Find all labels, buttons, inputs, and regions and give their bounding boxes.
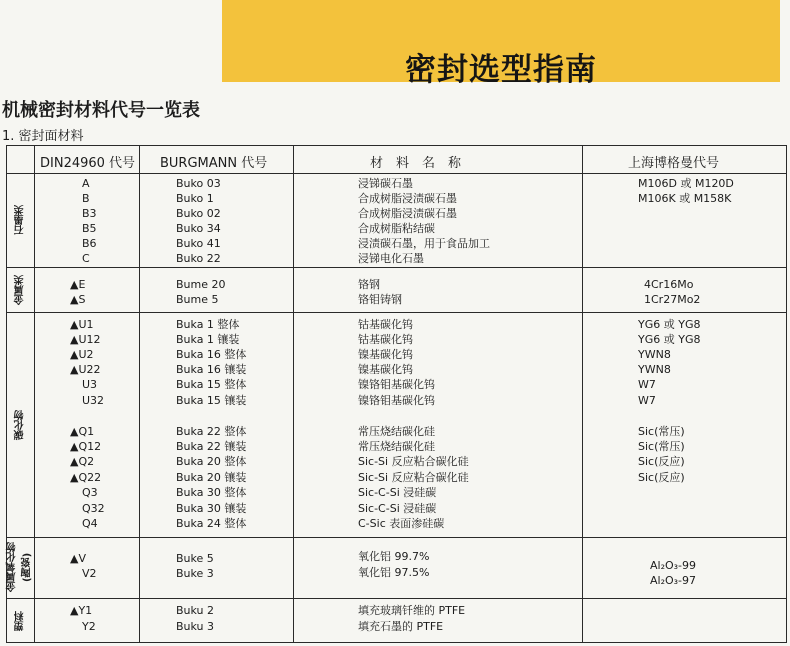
cell-burgmann: Buka 15 整体 bbox=[176, 378, 247, 391]
cell-shanghai: W7 bbox=[638, 378, 656, 391]
header-burgmann: BURGMANN 代号 bbox=[160, 156, 268, 171]
cell-material-name: 常压烧结碳化硅 bbox=[358, 425, 435, 438]
cell-burgmann: Buka 30 整体 bbox=[176, 486, 247, 499]
cell-burgmann: Buko 34 bbox=[176, 222, 221, 235]
cell-burgmann: Buka 16 整体 bbox=[176, 348, 247, 361]
cell-shanghai: Al₂O₃-99 bbox=[650, 559, 697, 572]
column-divider bbox=[293, 145, 294, 643]
header-shanghai: 上海博格曼代号 bbox=[628, 156, 720, 171]
cell-din: Q4 bbox=[82, 517, 98, 530]
cell-din: C bbox=[82, 252, 90, 265]
cell-burgmann: Buka 20 镶装 bbox=[176, 471, 247, 484]
cell-material-name: 钴基碳化钨 bbox=[358, 318, 413, 331]
row-divider bbox=[6, 312, 787, 313]
document-subtitle: 1. 密封面材料 bbox=[2, 129, 84, 144]
cell-burgmann: Buko 1 bbox=[176, 192, 214, 205]
column-divider bbox=[139, 145, 140, 643]
cell-material-name: C-Sic 表面渗硅碳 bbox=[358, 517, 445, 530]
cell-shanghai: YG6 或 YG8 bbox=[638, 333, 701, 346]
document-title: 机械密封材料代号一览表 bbox=[2, 100, 200, 121]
cell-burgmann: Buko 41 bbox=[176, 237, 221, 250]
cell-shanghai: M106D 或 M120D bbox=[638, 177, 734, 190]
cell-burgmann: Buka 1 整体 bbox=[176, 318, 240, 331]
cell-shanghai: Sic(反应) bbox=[638, 471, 685, 484]
cell-din: ▲U1 bbox=[70, 318, 94, 331]
cell-material-name: 填充玻璃钎维的 PTFE bbox=[358, 604, 466, 617]
cell-shanghai: M106K 或 M158K bbox=[638, 192, 732, 205]
cell-din: ▲S bbox=[70, 293, 86, 306]
header-din: DIN24960 代号 bbox=[40, 156, 136, 171]
cell-material-name: 镍铬钼基碳化钨 bbox=[358, 394, 435, 407]
cell-material-name: 镍基碳化钨 bbox=[358, 348, 413, 361]
cell-shanghai: YWN8 bbox=[638, 363, 671, 376]
cell-material-name: 氧化铝 97.5% bbox=[358, 566, 430, 579]
cell-material-name: 填充石墨的 PTFE bbox=[358, 620, 444, 633]
cell-din: U3 bbox=[82, 378, 98, 391]
cell-din: ▲U12 bbox=[70, 333, 101, 346]
category-carbide: 碳化物 bbox=[14, 409, 26, 440]
cell-shanghai: Al₂O₃-97 bbox=[650, 574, 697, 587]
cell-din: Y2 bbox=[82, 620, 96, 633]
cell-shanghai: Sic(常压) bbox=[638, 440, 685, 453]
cell-burgmann: Buko 03 bbox=[176, 177, 221, 190]
cell-din: ▲Y1 bbox=[70, 604, 93, 617]
cell-din: B5 bbox=[82, 222, 97, 235]
cell-din: ▲V bbox=[70, 552, 86, 565]
cell-material-name: Sic-Si 反应粘合碳化硅 bbox=[358, 471, 469, 484]
cell-material-name: 浸锑电化石墨 bbox=[358, 252, 424, 265]
cell-burgmann: Buka 24 整体 bbox=[176, 517, 247, 530]
category-metal-oxide: 金属氧化物(陶瓷) bbox=[7, 542, 33, 593]
cell-burgmann: Buka 22 整体 bbox=[176, 425, 247, 438]
cell-din: ▲U2 bbox=[70, 348, 94, 361]
cell-burgmann: Buka 22 镶装 bbox=[176, 440, 247, 453]
cell-material-name: 钴基碳化钨 bbox=[358, 333, 413, 346]
cell-shanghai: 4Cr16Mo bbox=[644, 278, 694, 291]
cell-din: B6 bbox=[82, 237, 97, 250]
header-divider bbox=[6, 173, 787, 174]
cell-din: Q32 bbox=[82, 502, 105, 515]
cell-shanghai: YG6 或 YG8 bbox=[638, 318, 701, 331]
cell-shanghai: W7 bbox=[638, 394, 656, 407]
cell-material-name: 合成树脂浸渍碳石墨 bbox=[358, 192, 457, 205]
cell-din: ▲E bbox=[70, 278, 86, 291]
cell-burgmann: Buka 30 镶装 bbox=[176, 502, 247, 515]
cell-burgmann: Buka 20 整体 bbox=[176, 455, 247, 468]
header-material-name: 材 料 名 称 bbox=[370, 156, 462, 171]
cell-material-name: Sic-C-Si 浸硅碳 bbox=[358, 502, 437, 515]
column-divider bbox=[582, 145, 583, 643]
cell-shanghai: 1Cr27Mo2 bbox=[644, 293, 701, 306]
cell-burgmann: Buka 16 镶装 bbox=[176, 363, 247, 376]
cell-burgmann: Buka 15 镶装 bbox=[176, 394, 247, 407]
cell-din: Q3 bbox=[82, 486, 98, 499]
cell-din: B3 bbox=[82, 207, 97, 220]
cell-din: ▲Q12 bbox=[70, 440, 102, 453]
cell-material-name: 铬钢 bbox=[358, 278, 380, 291]
cell-shanghai: Sic(常压) bbox=[638, 425, 685, 438]
cell-burgmann: Buka 1 镶装 bbox=[176, 333, 240, 346]
cell-shanghai: Sic(反应) bbox=[638, 455, 685, 468]
row-divider bbox=[6, 267, 787, 268]
cell-material-name: Sic-C-Si 浸硅碳 bbox=[358, 486, 437, 499]
cell-material-name: 合成树脂粘结碳 bbox=[358, 222, 435, 235]
cell-burgmann: Buku 2 bbox=[176, 604, 215, 617]
cell-burgmann: Buke 3 bbox=[176, 567, 214, 580]
cell-material-name: 浸锑碳石墨 bbox=[358, 177, 413, 190]
cell-burgmann: Buke 5 bbox=[176, 552, 214, 565]
cell-burgmann: Buko 22 bbox=[176, 252, 221, 265]
cell-material-name: 合成树脂浸渍碳石墨 bbox=[358, 207, 457, 220]
cell-material-name: 常压烧结碳化硅 bbox=[358, 440, 435, 453]
cell-material-name: 铬钼铸钢 bbox=[358, 293, 402, 306]
category-plastic: 塑料 bbox=[14, 610, 26, 631]
cell-din: ▲Q22 bbox=[70, 471, 102, 484]
cell-din: A bbox=[82, 177, 90, 190]
cell-burgmann: Bume 5 bbox=[176, 293, 219, 306]
banner-title: 密封选型指南 bbox=[405, 52, 597, 88]
cell-material-name: 镍基碳化钨 bbox=[358, 363, 413, 376]
cell-din: B bbox=[82, 192, 90, 205]
cell-burgmann: Bume 20 bbox=[176, 278, 226, 291]
cell-material-name: 浸渍碳石墨，用于食品加工 bbox=[358, 237, 490, 250]
cell-din: V2 bbox=[82, 567, 97, 580]
row-divider bbox=[6, 598, 787, 599]
cell-material-name: 氧化铝 99.7% bbox=[358, 550, 430, 563]
category-graphite: 石墨类 bbox=[14, 205, 26, 235]
cell-burgmann: Buku 3 bbox=[176, 620, 215, 633]
row-divider bbox=[6, 537, 787, 538]
cell-burgmann: Buko 02 bbox=[176, 207, 221, 220]
cell-material-name: 镍铬钼基碳化钨 bbox=[358, 378, 435, 391]
cell-din: ▲Q1 bbox=[70, 425, 95, 438]
category-metal: 金属类 bbox=[14, 274, 26, 305]
cell-din: ▲U22 bbox=[70, 363, 101, 376]
cell-din: ▲Q2 bbox=[70, 455, 95, 468]
cell-shanghai: YWN8 bbox=[638, 348, 671, 361]
cell-material-name: Sic-Si 反应粘合碳化硅 bbox=[358, 455, 469, 468]
cell-din: U32 bbox=[82, 394, 105, 407]
